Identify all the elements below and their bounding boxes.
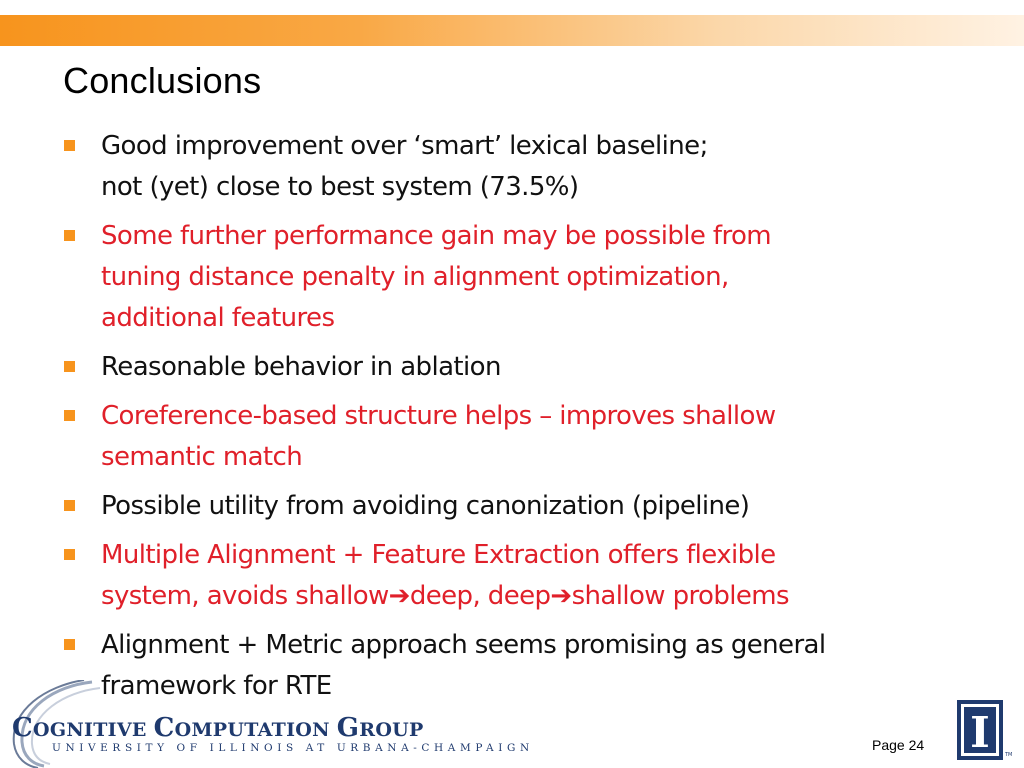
bullet-marker-icon — [64, 140, 75, 151]
university-block-i-logo — [957, 700, 1003, 760]
bullet-item — [64, 347, 964, 388]
logo-initial: G — [336, 713, 360, 743]
bullet-text-segment: shallow problems — [571, 581, 789, 611]
bullet-text-line: Alignment + Metric approach seems promising as general — [101, 630, 826, 660]
bullet-marker-icon — [64, 230, 75, 241]
bullet-text-line: Reasonable behavior in ablation — [101, 352, 501, 382]
bullet-list — [64, 126, 964, 715]
trademark-mark: TM — [1005, 752, 1013, 758]
bullet-marker-icon — [64, 410, 75, 421]
logo-word-rest: OGNITIVE — [33, 719, 154, 741]
bullet-item — [64, 216, 964, 339]
logo-word-rest: ROUP — [359, 719, 424, 741]
logo-subtitle: UNIVERSITY OF ILLINOIS AT URBANA-CHAMPAIGN — [52, 742, 534, 754]
bullet-text-line: Coreference-based structure helps – improves shallow — [101, 401, 776, 431]
bullet-item — [64, 535, 964, 617]
bullet-text-segment: deep, deep — [409, 581, 551, 611]
logo-wordmark — [12, 713, 424, 743]
bullet-text-line: Possible utility from avoiding canonization (pipeline) — [101, 491, 750, 521]
logo-word-rest: OMPUTATION — [174, 719, 337, 741]
bullet-marker-icon — [64, 361, 75, 372]
bullet-item — [64, 486, 964, 527]
logo-initial: C — [12, 713, 33, 743]
top-accent-bar — [0, 15, 1024, 46]
bullet-item — [64, 396, 964, 478]
bullet-text-line: not (yet) close to best system (73.5%) — [101, 172, 579, 202]
bullet-marker-icon — [64, 500, 75, 511]
bullet-text-line: tuning distance penalty in alignment optimization, — [101, 262, 729, 292]
logo-initial: C — [153, 713, 175, 743]
right-arrow-icon: ➔ — [550, 581, 572, 611]
bullet-text-line: framework for RTE — [101, 671, 332, 701]
bullet-text-line — [101, 576, 964, 617]
bullet-text-line: Multiple Alignment + Feature Extraction offers flexible — [101, 540, 776, 570]
bullet-item — [64, 126, 964, 208]
bullet-marker-icon — [64, 549, 75, 560]
slide-title: Conclusions — [63, 60, 262, 101]
bullet-text-line: additional features — [101, 303, 335, 333]
bullet-text-line: Some further performance gain may be possible from — [101, 221, 772, 251]
bullet-text-segment: system, avoids shallow — [101, 581, 389, 611]
page-number: Page 24 — [872, 737, 925, 753]
bullet-marker-icon — [64, 639, 75, 650]
block-i-letter: I — [970, 708, 990, 757]
bullet-text-line: semantic match — [101, 442, 303, 472]
right-arrow-icon: ➔ — [388, 581, 410, 611]
bullet-text-line: Good improvement over ‘smart’ lexical baseline; — [101, 131, 708, 161]
